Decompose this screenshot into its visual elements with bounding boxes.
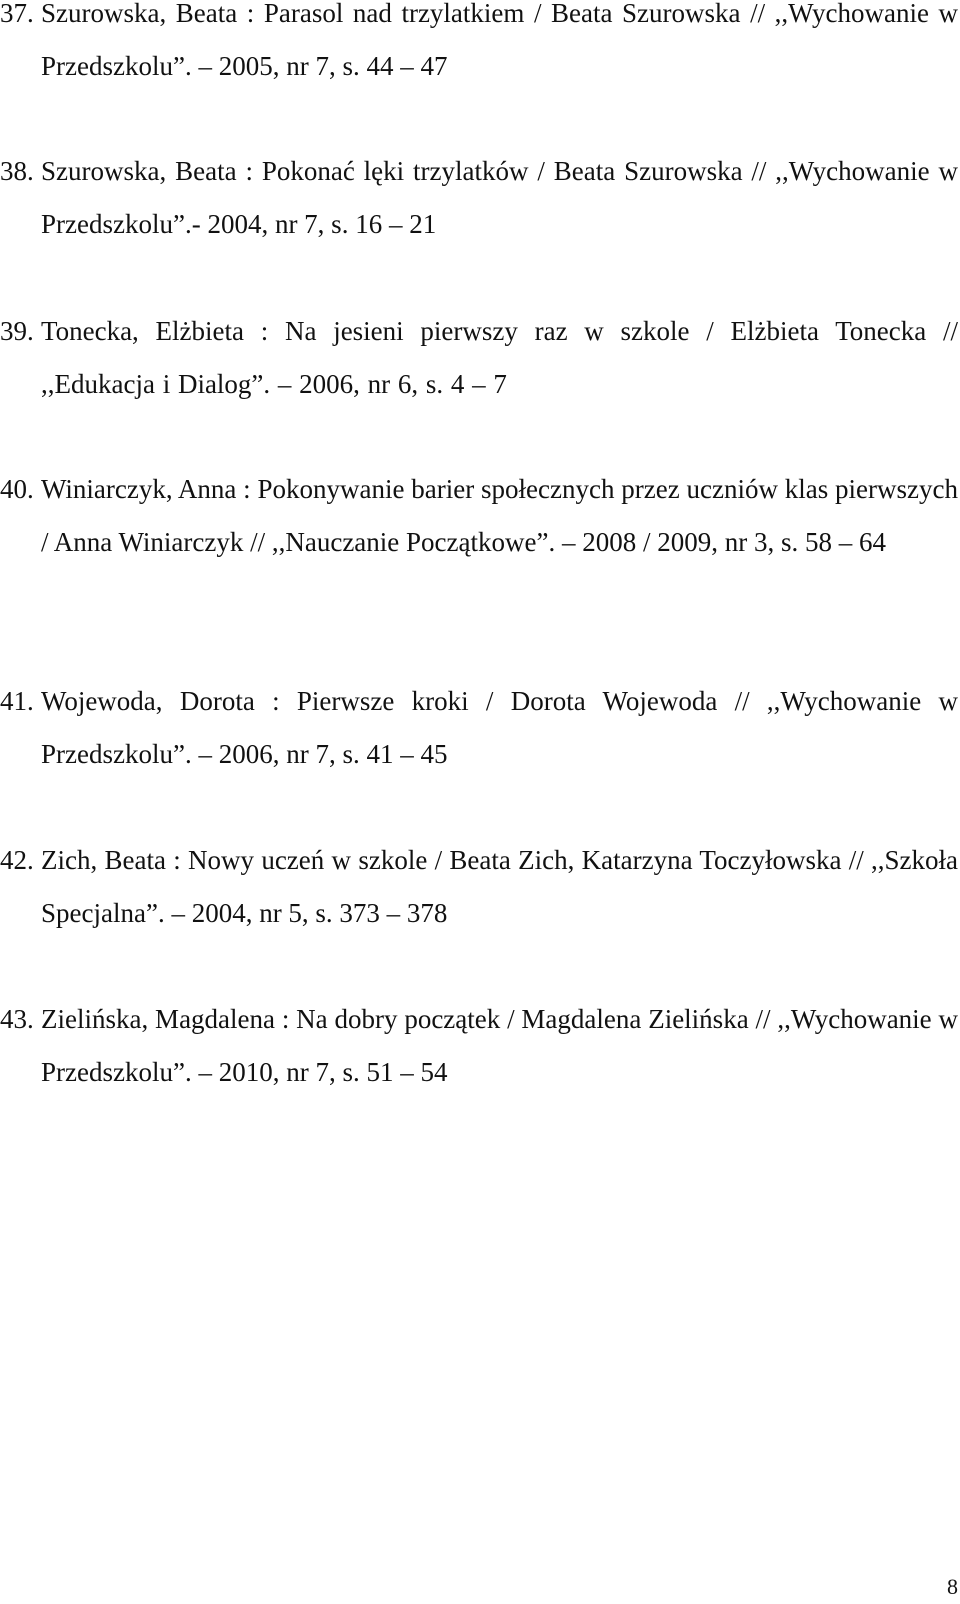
bibliography-entry [0, 463, 958, 569]
entry-text: Tonecka, Elżbieta : Na jesieni pierwszy raz w szkole / Elżbieta Tonecka // ,,Edukacja i Dialog”. – 2006, nr 6, s. 4 – 7 [41, 316, 958, 399]
bibliography-entry [0, 834, 958, 940]
entry-number: 42. [0, 845, 34, 875]
entry-number: 41. [0, 686, 34, 716]
bibliography-entry [0, 305, 958, 411]
entry-text: Zielińska, Magdalena : Na dobry początek / Magdalena Zielińska // ,,Wychowanie w Przedszkolu”. – 2010, nr 7, s. 51 – 54 [41, 1004, 958, 1087]
bibliography-entry [0, 675, 958, 781]
entry-text: Szurowska, Beata : Parasol nad trzylatkiem / Beata Szurowska // ,,Wychowanie w Przedszkolu”. – 2005, nr 7, s. 44 – 47 [41, 0, 958, 81]
entry-text: Szurowska, Beata : Pokonać lęki trzylatków / Beata Szurowska // ,,Wychowanie w Przedszkolu”.- 2004, nr 7, s. 16 – 21 [41, 156, 958, 239]
entry-text: Zich, Beata : Nowy uczeń w szkole / Beata Zich, Katarzyna Toczyłowska // ,,Szkoła Specjalna”. – 2004, nr 5, s. 373 – 378 [41, 845, 958, 928]
entry-number: 38. [0, 156, 34, 186]
entry-number: 39. [0, 316, 34, 346]
entry-number: 43. [0, 1004, 34, 1034]
bibliography-entry [0, 993, 958, 1099]
entry-text: Winiarczyk, Anna : Pokonywanie barier społecznych przez uczniów klas pierwszych / Anna Winiarczyk // ,,Nauczanie Początkowe”. – 2008 / 2009, nr 3, s. 58 – 64 [41, 474, 958, 557]
entry-number: 37. [0, 0, 34, 28]
bibliography-entry [0, 145, 958, 251]
entry-text: Wojewoda, Dorota : Pierwsze kroki / Dorota Wojewoda // ,,Wychowanie w Przedszkolu”. – 2006, nr 7, s. 41 – 45 [41, 686, 958, 769]
entry-number: 40. [0, 474, 34, 504]
bibliography-entry [0, 0, 958, 93]
page-number: 8 [947, 1574, 958, 1599]
